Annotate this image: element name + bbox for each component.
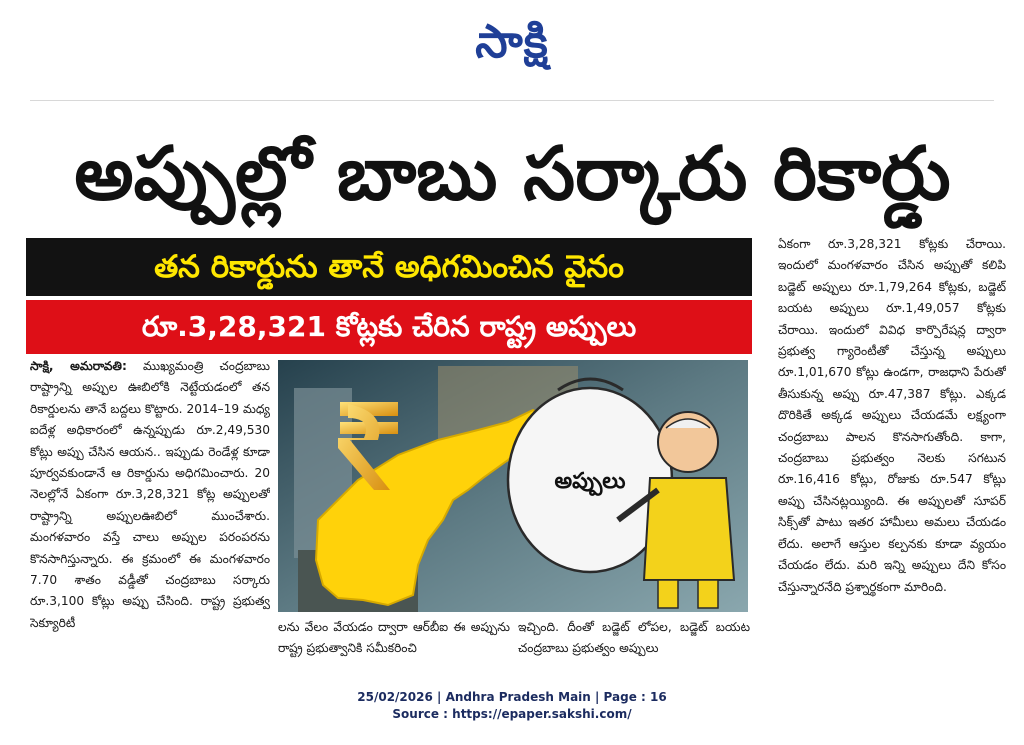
article-column-2a: [278, 617, 510, 663]
article-text-2a: లను వేలం వేయడం ద్వారా ఆర్‌బీఐ ఈ అప్పును రాష్ట్ర ప్రభుత్వానికి సమీకరించి: [278, 620, 510, 656]
article-column-1: [30, 356, 270, 661]
headline: అప్పుల్లో బాబు సర్కారు రికార్డు: [74, 131, 951, 217]
article-column-3: [778, 234, 1006, 664]
article-text-3: ఏకంగా రూ.3,28,321 కోట్లకు చేరాయి. ఇందులో మంగళవారం చేసిన అప్పుతో కలిపి బడ్జెట్ అప్పులు రూ.1,79,264 కోట్లకు, బడ్జెట్ బయట అప్పులు రూ.1,49,057 కోట్లకు చేరాయి. ఇందులో వివిధ కార్పొరేషన్ల ద్వారా ప్రభుత్వ గ్యారెంటీతో చేస్తున్న అప్పులు రూ.1,01,670 కోట్లు ఉండగా, రాజధాని పేరుతో తీసుకున్న అప్పు రూ.47,387 కోట్లు. ఎక్కడ దొరికితే అక్కడ అప్పులు చేయడమే లక్ష్యంగా చంద్రబాబు పాలన కొనసాగుతోంది. కాగా, చంద్రబాబు ప్రభుత్వం నెలకు సగటున రూ.16,416 కోట్లు, రోజుకు రూ.547 కోట్లు అప్పు చేసినట్లయ్యింది. ఈ అప్పులతో సూపర్ సిక్స్‌తో పాటు ఇతర హామీలు అమలు చేయడం లేదు. అలాగే ఆస్తుల కల్పనకు కూడా వ్యయం చేయడం లేదు. మరి ఇన్ని అప్పులు దేని కోసం చేస్తున్నారనేది ప్రశ్నార్థకంగా మారింది.: [778, 237, 1006, 594]
masthead: [0, 6, 1024, 76]
masthead-logo: సాక్షి: [475, 14, 549, 68]
bag-label: అప్పులు: [554, 469, 626, 494]
article-text-2b: ఇచ్చింది. దీంతో బడ్జెట్ లోపల, బడ్జెట్ బయట చంద్రబాబు ప్రభుత్వం అప్పులు: [518, 620, 750, 656]
illustration-svg: [278, 360, 748, 612]
article-text-1: ముఖ్యమంత్రి చంద్రబాబు రాష్ట్రాన్ని అప్పుల ఊబిలోకి నెట్టేయడంలో తన రికార్డులను తానే బద్దలు కొట్టారు. 2014–19 మధ్య ఐదేళ్ల అధికారంలో ఉన్నప్పుడు రూ.2,49,530 కోట్లు అప్పు చేసిన ఆయన.. ఇప్పుడు రెండేళ్ల కూడా పూర్వవకుండానే ఆ రికార్డును అధిగమించారు. 20 నెలల్లోనే ఏకంగా రూ.3,28,321 కోట్ల అప్పులతో రాష్ట్రాన్ని అప్పులఊబిలో ముంచేశారు. మంగళవారం వస్తే చాలు అప్పుల పరంపరను కొనసాగిస్తున్నారు. ఈ క్రమంలో ఈ మంగళవారం 7.70 శాతం వడ్డీతో చంద్రబాబు సర్కారు రూ.3,100 కోట్లు అప్పు చేసింది. రాష్ట్ర ప్రభుత్వ సెక్యూరిటీ: [30, 359, 270, 630]
article-illustration: [278, 360, 748, 612]
masthead-divider: [30, 100, 994, 101]
footer-source-link[interactable]: Source : https://epaper.sakshi.com/: [392, 707, 632, 721]
footer: [0, 689, 1024, 723]
article-column-2b: [518, 617, 750, 663]
deck-line-1: తన రికార్డును తానే అధిగమించిన వైనం: [26, 238, 752, 296]
deck-line-2: రూ.3,28,321 కోట్లకు చేరిన రాష్ట్ర అప్పులు: [26, 300, 752, 354]
dateline: సాక్షి, అమరావతి:: [30, 359, 127, 373]
footer-edition-info: 25/02/2026 | Andhra Pradesh Main | Page : 16: [357, 690, 667, 704]
